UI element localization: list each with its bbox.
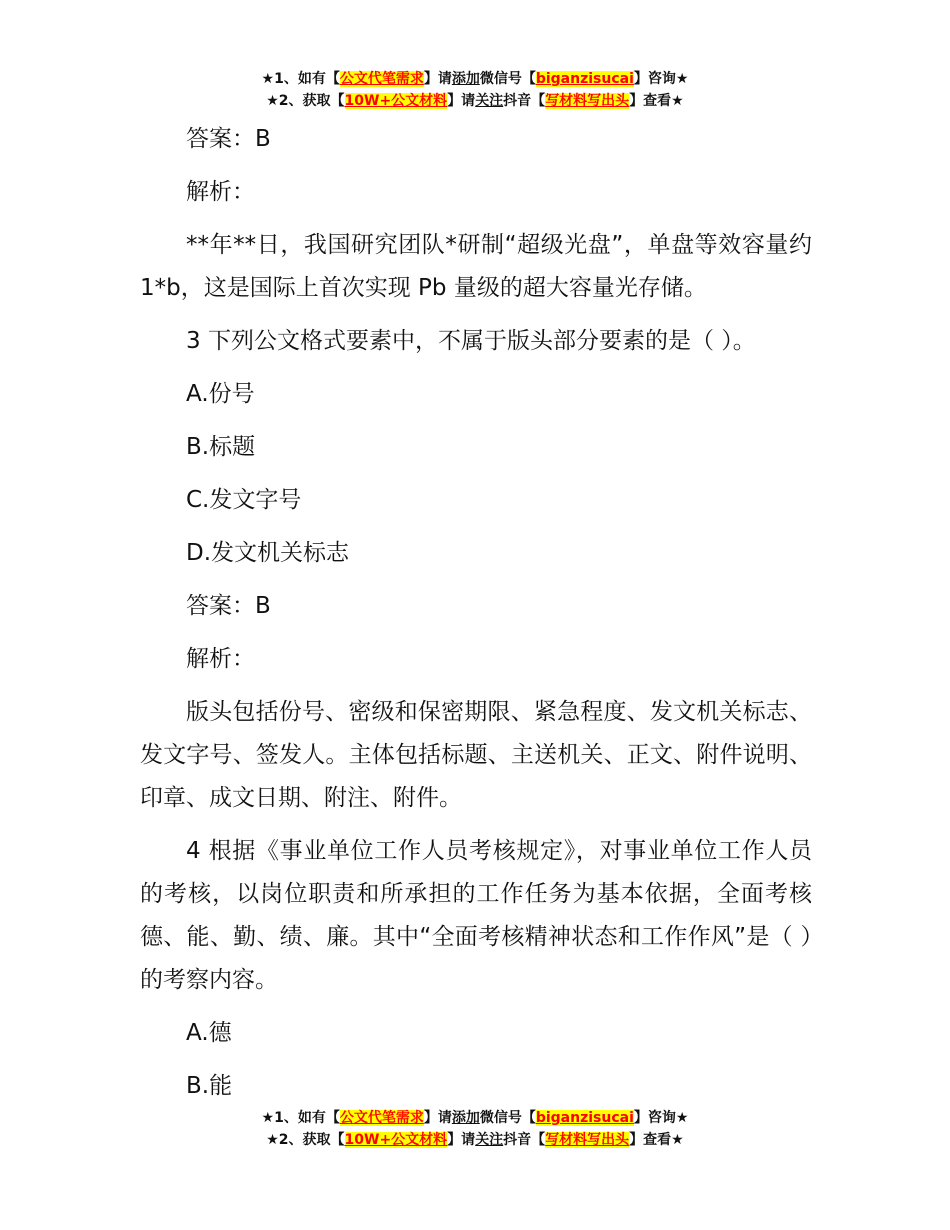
answer-line: 答案：B — [186, 126, 271, 152]
option-b: B.能 — [186, 1073, 233, 1099]
banner-line-2 — [0, 1129, 950, 1151]
option-a: A.份号 — [186, 381, 255, 407]
analysis-text: 版头包括份号、密级和保密期限、紧急程度、发文机关标志、发文字号、签发人。主体包括标题、主送机关、正文、附件说明、印章、成文日期、附注、附件。 — [140, 699, 812, 811]
banner-text: 】查看★ — [629, 93, 684, 109]
banner-highlight: 10W+公文材料 — [344, 1132, 448, 1148]
banner-text: 抖音【 — [503, 1132, 546, 1148]
banner-underline: 关注 — [475, 93, 504, 109]
banner-text: 】请 — [447, 1132, 476, 1148]
banner-text: ★2、获取【 — [266, 93, 345, 109]
banner-text: 】请 — [423, 71, 452, 87]
banner-text: 】请 — [423, 1110, 452, 1126]
banner-highlight: biganzisucai — [535, 1110, 634, 1126]
analysis-text: **年**日，我国研究团队*研制“超级光盘”，单盘等效容量约 1*b，这是国际上首次实现 Pb 量级的超大容量光存储。 — [140, 232, 812, 301]
banner-text: ★2、获取【 — [266, 1132, 345, 1148]
question-4: 4 根据《事业单位工作人员考核规定》，对事业单位工作人员的考核，以岗位职责和所承担的工作任务为基本依据，全面考核德、能、勤、绩、廉。其中“全面考核精神状态和工作作风”是（ ）的考察内容。 — [140, 838, 812, 993]
banner-line-1 — [0, 1107, 950, 1129]
banner-text: ★1、如有【 — [261, 1110, 340, 1126]
banner-text: 微信号【 — [479, 1110, 536, 1126]
banner-line-1 — [0, 68, 950, 90]
answer-line: 答案：B — [186, 593, 271, 619]
banner-underline: 添加 — [451, 71, 480, 87]
banner-line-2 — [0, 90, 950, 112]
banner-text: 】查看★ — [629, 1132, 684, 1148]
banner-text: 抖音【 — [503, 93, 546, 109]
banner-text: 】请 — [447, 93, 476, 109]
banner-text: 】咨询★ — [633, 71, 689, 87]
banner-text: 微信号【 — [479, 71, 536, 87]
banner-text: ★1、如有【 — [261, 71, 340, 87]
option-d: D.发文机关标志 — [186, 540, 350, 566]
banner-highlight: 写材料写出头 — [545, 93, 630, 109]
option-b: B.标题 — [186, 434, 256, 460]
banner-highlight: 公文代笔需求 — [339, 71, 424, 87]
banner-highlight: 10W+公文材料 — [344, 93, 448, 109]
banner-underline: 关注 — [475, 1132, 504, 1148]
banner-text: 】咨询★ — [633, 1110, 689, 1126]
header-banner — [0, 68, 950, 112]
option-a: A.德 — [186, 1020, 232, 1046]
document-body — [140, 118, 812, 1118]
question-3: 3 下列公文格式要素中，不属于版头部分要素的是（ ）。 — [186, 328, 756, 354]
option-c: C.发文字号 — [186, 487, 302, 513]
banner-highlight: 写材料写出头 — [545, 1132, 630, 1148]
analysis-label: 解析： — [186, 179, 255, 205]
analysis-label: 解析： — [186, 646, 255, 672]
footer-banner — [0, 1107, 950, 1151]
banner-highlight: biganzisucai — [535, 71, 634, 87]
banner-underline: 添加 — [451, 1110, 480, 1126]
banner-highlight: 公文代笔需求 — [339, 1110, 424, 1126]
